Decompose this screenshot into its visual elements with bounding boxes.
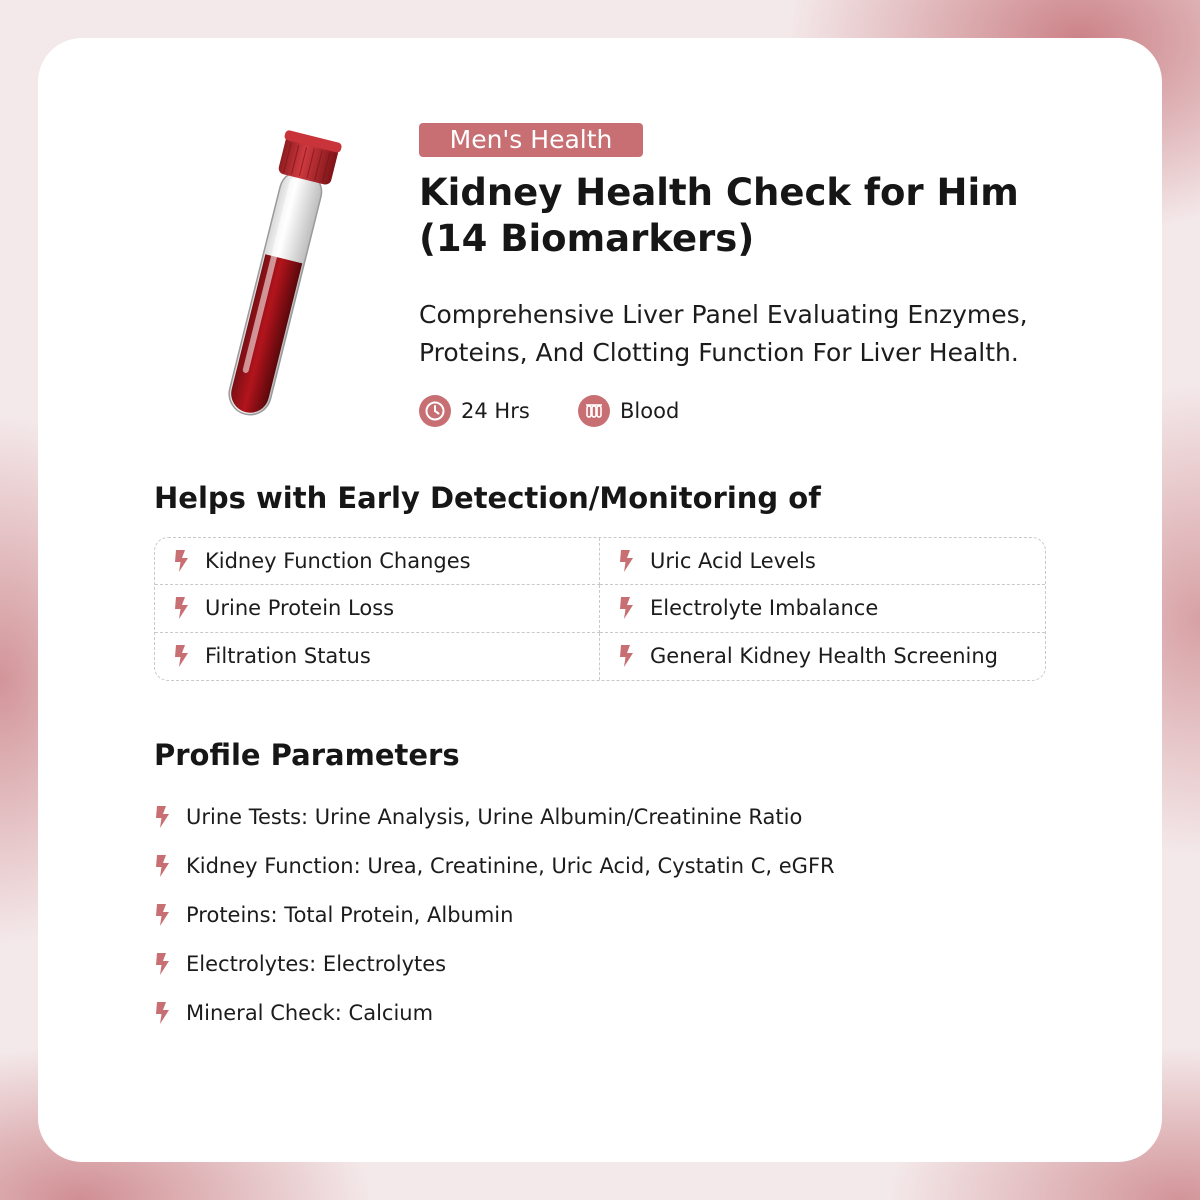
parameter-item — [154, 939, 835, 988]
bolt-icon — [618, 644, 636, 668]
bolt-icon — [154, 952, 172, 976]
product-title — [419, 170, 1119, 262]
detection-item — [155, 633, 600, 680]
detection-item-label: Kidney Function Changes — [205, 549, 471, 574]
product-title-line-2: (14 Biomarkers) — [419, 217, 755, 260]
bolt-icon — [618, 596, 636, 620]
test-tubes-icon — [578, 395, 610, 427]
parameter-item — [154, 792, 835, 841]
turnaround-label: 24 Hrs — [461, 399, 530, 423]
bolt-icon — [154, 805, 172, 829]
bolt-icon — [618, 549, 636, 573]
sample-info — [578, 395, 679, 427]
sample-label: Blood — [620, 399, 680, 423]
bolt-icon — [154, 1001, 172, 1025]
parameter-item-label: Kidney Function: Urea, Creatinine, Uric Acid, Cystatin C, eGFR — [186, 853, 835, 878]
parameter-item-label: Proteins: Total Protein, Albumin — [186, 902, 514, 927]
turnaround-info — [419, 395, 530, 427]
parameter-item — [154, 890, 835, 939]
blood-test-tube-image — [188, 118, 368, 438]
detection-item-label: General Kidney Health Screening — [650, 644, 999, 669]
parameter-item — [154, 841, 835, 890]
parameter-item-label: Urine Tests: Urine Analysis, Urine Albumin/Creatinine Ratio — [186, 804, 803, 829]
parameters-list — [154, 792, 835, 1037]
bolt-icon — [154, 903, 172, 927]
detection-grid — [154, 537, 1046, 681]
description-line-2: Proteins, And Clotting Function For Liver Health. — [419, 338, 1019, 367]
parameter-item-label: Mineral Check: Calcium — [186, 1000, 434, 1025]
product-description — [419, 296, 1139, 372]
bolt-icon — [173, 644, 191, 668]
category-badge: Men's Health — [419, 123, 643, 157]
product-card — [38, 38, 1162, 1162]
detection-item — [600, 633, 1045, 680]
detection-heading: Helps with Early Detection/Monitoring of — [154, 481, 821, 515]
detection-item — [155, 538, 600, 585]
detection-item — [155, 585, 600, 632]
parameter-item-label: Electrolytes: Electrolytes — [186, 951, 447, 976]
bolt-icon — [173, 596, 191, 620]
parameter-item — [154, 988, 835, 1037]
detection-item-label: Uric Acid Levels — [650, 549, 816, 574]
clock-icon — [419, 395, 451, 427]
detection-item-label: Urine Protein Loss — [205, 596, 395, 621]
detection-item — [600, 585, 1045, 632]
bolt-icon — [154, 854, 172, 878]
detection-item-label: Electrolyte Imbalance — [650, 596, 879, 621]
detection-item — [600, 538, 1045, 585]
product-title-line-1: Kidney Health Check for Him — [419, 171, 1019, 214]
parameters-heading: Profile Parameters — [154, 738, 460, 772]
description-line-1: Comprehensive Liver Panel Evaluating Enzymes, — [419, 300, 1028, 329]
detection-item-label: Filtration Status — [205, 644, 371, 669]
bolt-icon — [173, 549, 191, 573]
